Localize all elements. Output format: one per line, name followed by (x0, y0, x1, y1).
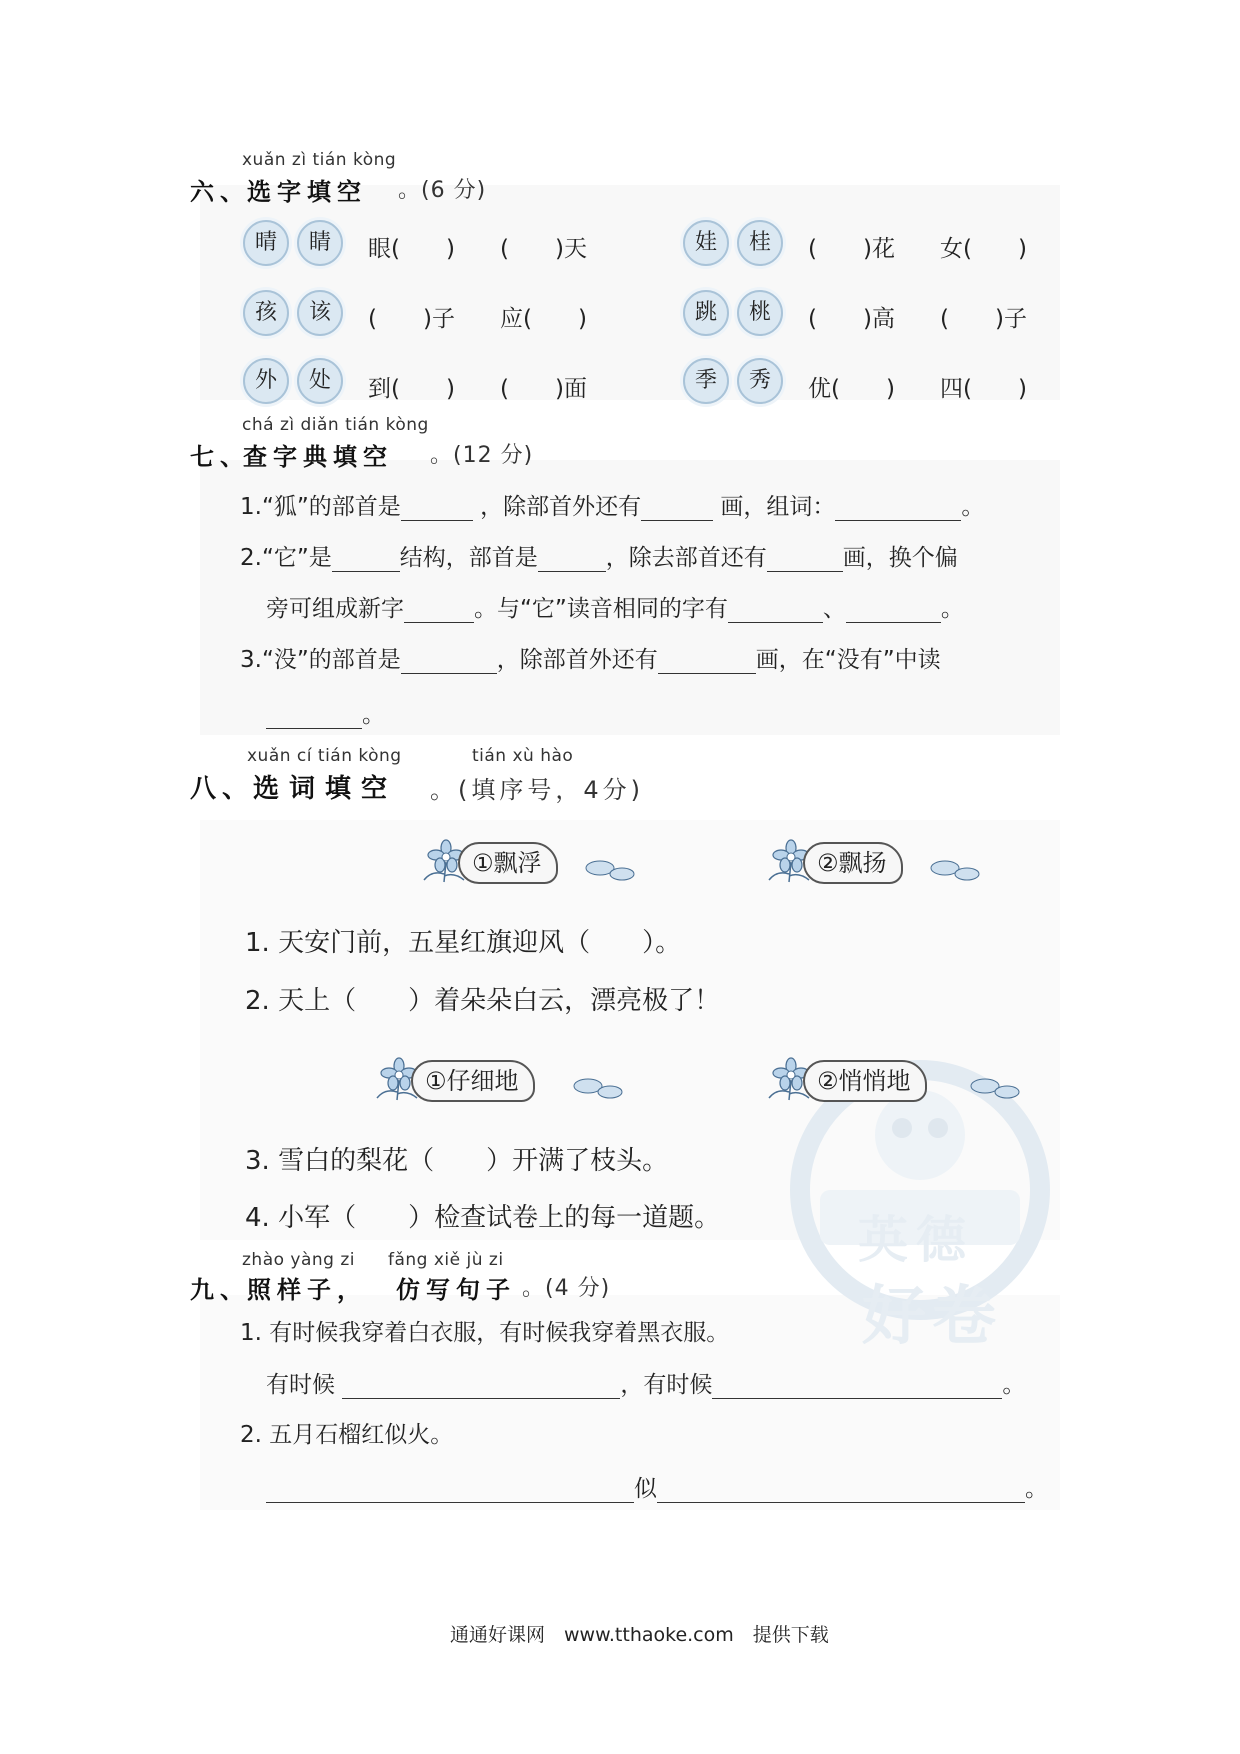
s9-q2-answer-line (266, 1470, 1048, 1503)
leaf-icon (580, 856, 640, 884)
q1-text-d: 。 (961, 494, 985, 520)
q3-text-b: ，除部首外还有 (496, 647, 658, 673)
s7-pinyin: chá zì diǎn tián kòng (242, 415, 429, 435)
s9-q1-example: 1. 有时候我穿着白衣服，有时候我穿着黑衣服。 (240, 1320, 730, 1346)
q1-text-b: ，有时候 (620, 1372, 713, 1398)
q1-text-c: 画，组词： (720, 494, 836, 520)
q2-text-a: 似 (634, 1476, 657, 1502)
s8-title: 选词填空 (253, 774, 398, 804)
answer-blank[interactable] (658, 647, 756, 674)
char-bubble: 孩 (243, 290, 289, 336)
char-bubble: 外 (243, 358, 289, 404)
char-bubble: 处 (297, 358, 343, 404)
q2-text-h: 。 (940, 596, 964, 622)
s8-number: 八、 (190, 774, 255, 804)
answer-blank[interactable] (728, 596, 823, 623)
char-bubble: 秀 (737, 358, 783, 404)
answer-blank[interactable] (332, 545, 400, 572)
q2-text-f: 。与“它”读音相同的字有 (474, 596, 728, 622)
q3-text-a: 3.“没”的部首是 (240, 647, 401, 673)
fill-item[interactable]: ( )子 (940, 306, 1027, 332)
s8-pinyin-title: xuǎn cí tián kòng (247, 746, 402, 766)
fill-item[interactable]: 应( ) (500, 306, 587, 332)
fill-item[interactable]: ( )高 (808, 306, 895, 332)
q2-text-b: 结构，部首是 (399, 545, 538, 571)
s6-title: 选字填空 (247, 178, 367, 206)
s8-question: 1. 天安门前，五星红旗迎风（ ）。 (245, 928, 682, 958)
s8-pinyin-note: tián xù hào (472, 746, 574, 766)
s9-q1-answer-line (266, 1366, 1025, 1399)
s8-question: 2. 天上（ ）着朵朵白云，漂亮极了！ (245, 986, 721, 1016)
q1-text-a: 有时候 (266, 1372, 335, 1398)
s6-points: 。(6 分) (398, 178, 487, 203)
q1-text-a: 1.“狐”的部首是 (240, 494, 401, 520)
s9-title-2: 仿写句子 (396, 1276, 516, 1304)
fill-item[interactable]: ( )面 (500, 376, 587, 402)
char-bubble: 跳 (683, 290, 729, 336)
q3-text-c: 画，在“没有”中读 (755, 647, 941, 673)
word-option-cloud (420, 838, 640, 884)
answer-blank[interactable] (342, 1372, 620, 1399)
answer-blank[interactable] (835, 494, 961, 521)
answer-blank[interactable] (538, 545, 606, 572)
leaf-icon (568, 1074, 628, 1102)
option-text: ①仔细地 (411, 1060, 535, 1102)
answer-blank[interactable] (401, 647, 497, 674)
s7-title: 查字典填空 (243, 443, 393, 471)
char-bubble: 季 (683, 358, 729, 404)
s9-title-1: 照样子， (247, 1276, 367, 1304)
word-option-cloud (765, 838, 985, 884)
s7-q2-line1 (240, 539, 958, 572)
q1-text-c: 。 (1002, 1372, 1026, 1398)
s9-pinyin-2: fǎng xiě jù zi (388, 1250, 504, 1270)
s8-points: 。(填序号，4分) (430, 776, 644, 804)
fill-item[interactable]: ( )天 (500, 236, 587, 262)
s7-q1 (240, 488, 984, 521)
char-bubble: 桂 (737, 220, 783, 266)
q2-text-g: 、 (822, 596, 846, 622)
s6-pinyin: xuǎn zì tián kòng (242, 150, 397, 170)
s9-pinyin-1: zhào yàng zi (242, 1250, 356, 1270)
answer-blank[interactable] (404, 596, 474, 623)
fill-item[interactable]: 眼( ) (368, 236, 455, 262)
q2-text-a: 2.“它”是 (240, 545, 332, 571)
watermark-top-text: 英德 (858, 1211, 974, 1269)
leaf-icon (925, 856, 985, 884)
q2-text-d: 画，换个偏 (842, 545, 958, 571)
s7-q2-line2 (266, 590, 964, 623)
char-bubble: 睛 (297, 220, 343, 266)
answer-blank[interactable] (767, 545, 843, 572)
char-bubble: 桃 (737, 290, 783, 336)
answer-blank[interactable] (657, 1476, 1025, 1503)
s7-number: 七、 (190, 443, 250, 471)
q2-text-c: ，除去部首还有 (605, 545, 767, 571)
s8-question: 4. 小军（ ）检查试卷上的每一道题。 (245, 1203, 721, 1233)
q3-text-d: 。 (362, 702, 385, 728)
answer-blank[interactable] (641, 494, 713, 521)
s7-q3-line1 (240, 641, 941, 674)
s9-number: 九、 (190, 1276, 250, 1304)
answer-blank[interactable] (712, 1372, 1002, 1399)
fill-item[interactable]: 女( ) (940, 236, 1027, 262)
word-option-cloud (373, 1056, 633, 1102)
s8-question: 3. 雪白的梨花（ ）开满了枝头。 (245, 1146, 669, 1176)
s9-q2-example: 2. 五月石榴红似火。 (240, 1422, 454, 1448)
char-bubble: 该 (297, 290, 343, 336)
q2-text-e: 旁可组成新字 (266, 596, 404, 622)
char-bubble: 娃 (683, 220, 729, 266)
option-text: ②飘扬 (803, 842, 903, 884)
answer-blank[interactable] (401, 494, 473, 521)
fill-item[interactable]: 优( ) (808, 376, 895, 402)
leaf-icon (965, 1074, 1025, 1102)
footer-text: 通通好课网 www.tthaoke.com 提供下载 (450, 1624, 829, 1646)
word-option-cloud (765, 1056, 1035, 1102)
answer-blank[interactable] (846, 596, 941, 623)
fill-item[interactable]: ( )子 (368, 306, 455, 332)
char-bubble: 晴 (243, 220, 289, 266)
s7-points: 。(12 分) (430, 443, 534, 468)
fill-item[interactable]: ( )花 (808, 236, 895, 262)
option-text: ②悄悄地 (803, 1060, 927, 1102)
q1-text-b: ，除部首外还有 (480, 494, 642, 520)
s6-number: 六、 (190, 178, 250, 206)
fill-item[interactable]: 到( ) (368, 376, 455, 402)
q2-text-b: 。 (1025, 1476, 1048, 1502)
s7-q3-line2 (266, 696, 385, 729)
option-text: ①飘浮 (458, 842, 558, 884)
fill-item[interactable]: 四( ) (940, 376, 1027, 402)
answer-blank[interactable] (266, 1476, 634, 1503)
s9-points: 。(4 分) (522, 1276, 611, 1301)
answer-blank[interactable] (266, 702, 362, 729)
watermark-bottom-text: 好卷 (862, 1280, 1002, 1354)
